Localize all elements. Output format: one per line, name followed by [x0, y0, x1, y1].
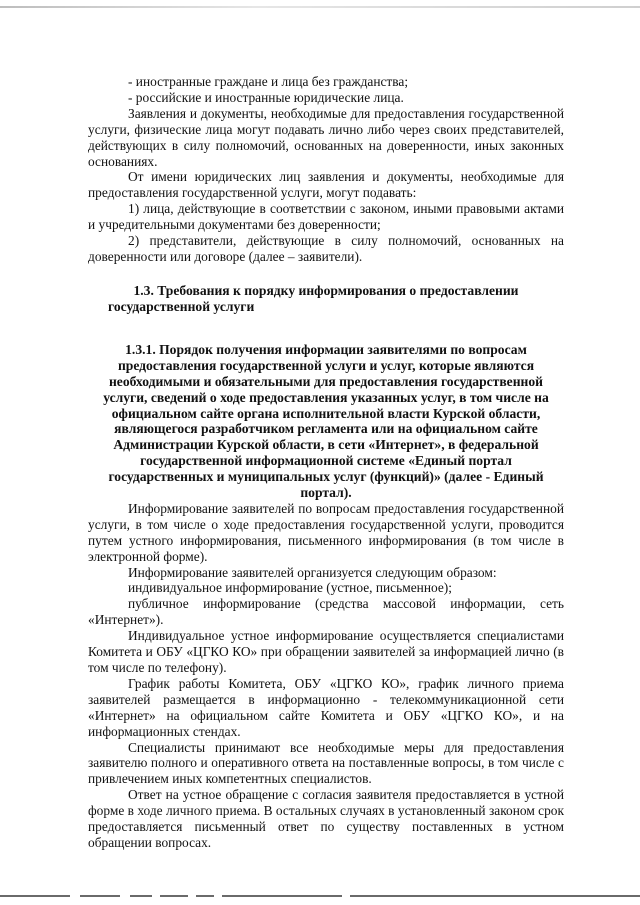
- paragraph-legal-entities-intro: От имени юридических лиц заявления и документы, необходимые для предоставления государственной услуги, могут подавать:: [88, 169, 564, 201]
- paragraph-work-schedule: График работы Комитета, ОБУ «ЦГКО КО», график личного приема заявителей размещается в информационно - телекоммуникационной сети «Интернет» на официальном сайте Комитета и ОБУ «ЦГКО КО», и на информационных стендах.: [88, 675, 564, 739]
- paragraph-informing-organized: Информирование заявителей организуется следующим образом:: [128, 564, 497, 580]
- list-item-persons-acting: 1) лица, действующие в соответствии с законом, иными правовыми актами и учредительными документами без доверенности;: [88, 201, 564, 233]
- paragraph-oral-response: Ответ на устное обращение с согласия заявителя предоставляется в устной форме в ходе личного приема. В остальных случаях в установленный законом срок предоставляется письменный ответ по существу поставленных в устном обращении вопросах.: [88, 787, 564, 850]
- paragraph-oral-informing: Индивидуальное устное информирование осуществляется специалистами Комитета и ОБУ «ЦГКО КО» при обращении заявителей за информацией лично (в том числе по телефону).: [88, 628, 564, 675]
- list-item-foreign-citizens: - иностранные граждане и лица без гражданства;: [128, 74, 409, 89]
- list-item-legal-entities: - российские и иностранные юридические лица.: [128, 89, 404, 105]
- document-body: [88, 74, 564, 851]
- section-heading-1-3-1: 1.3.1. Порядок получения информации заявителями по вопросам предоставления государственной услуги и услуг, которые являются необходимыми и обязательными для предоставления государственной услуги, сведений о ходе предоставления указанных услуг, в том числе на официальном сайте органа исполнительной власти Курской области, являющегося разработчиком регламента или на официальном сайте Администрации Курской области, в сети «Интернет», в федеральной государственной информационной системе «Единый портал государственных и муниципальных услуг (функций)» (далее - Единый портал).: [103, 341, 549, 501]
- paragraph-applications-individuals: Заявления и документы, необходимые для предоставления государственной услуги, физические лица могут подавать лично либо через своих представителей, действующих в силу полномочий, основанных на доверенности, иных законных основаниях.: [88, 105, 564, 169]
- list-item-individual-informing: индивидуальное информирование (устное, письменное);: [128, 580, 452, 596]
- scan-bottom-edge: [0, 893, 640, 897]
- list-item-representatives: 2) представители, действующие в силу полномочий, основанных на доверенности или договоре (далее – заявители).: [88, 233, 564, 264]
- list-item-public-informing: публичное информирование (средства массовой информации, сеть «Интернет»).: [88, 596, 564, 628]
- section-heading-1-3: 1.3. Требования к порядку информирования о предоставлении государственной услуги: [108, 282, 519, 314]
- paragraph-specialists-measures: Специалисты принимают все необходимые меры для предоставления заявителю полного и оперативного ответа на поставленные вопросы, в том числе с привлечением иных компетентных специалистов.: [88, 739, 564, 787]
- paragraph-informing-methods: Информирование заявителей по вопросам предоставления государственной услуги, в том числе о ходе предоставления государственной услуги, проводится путем устного информирования, письменного информирования (в том числе в электронной форме).: [88, 500, 564, 564]
- scan-top-edge: [0, 6, 640, 8]
